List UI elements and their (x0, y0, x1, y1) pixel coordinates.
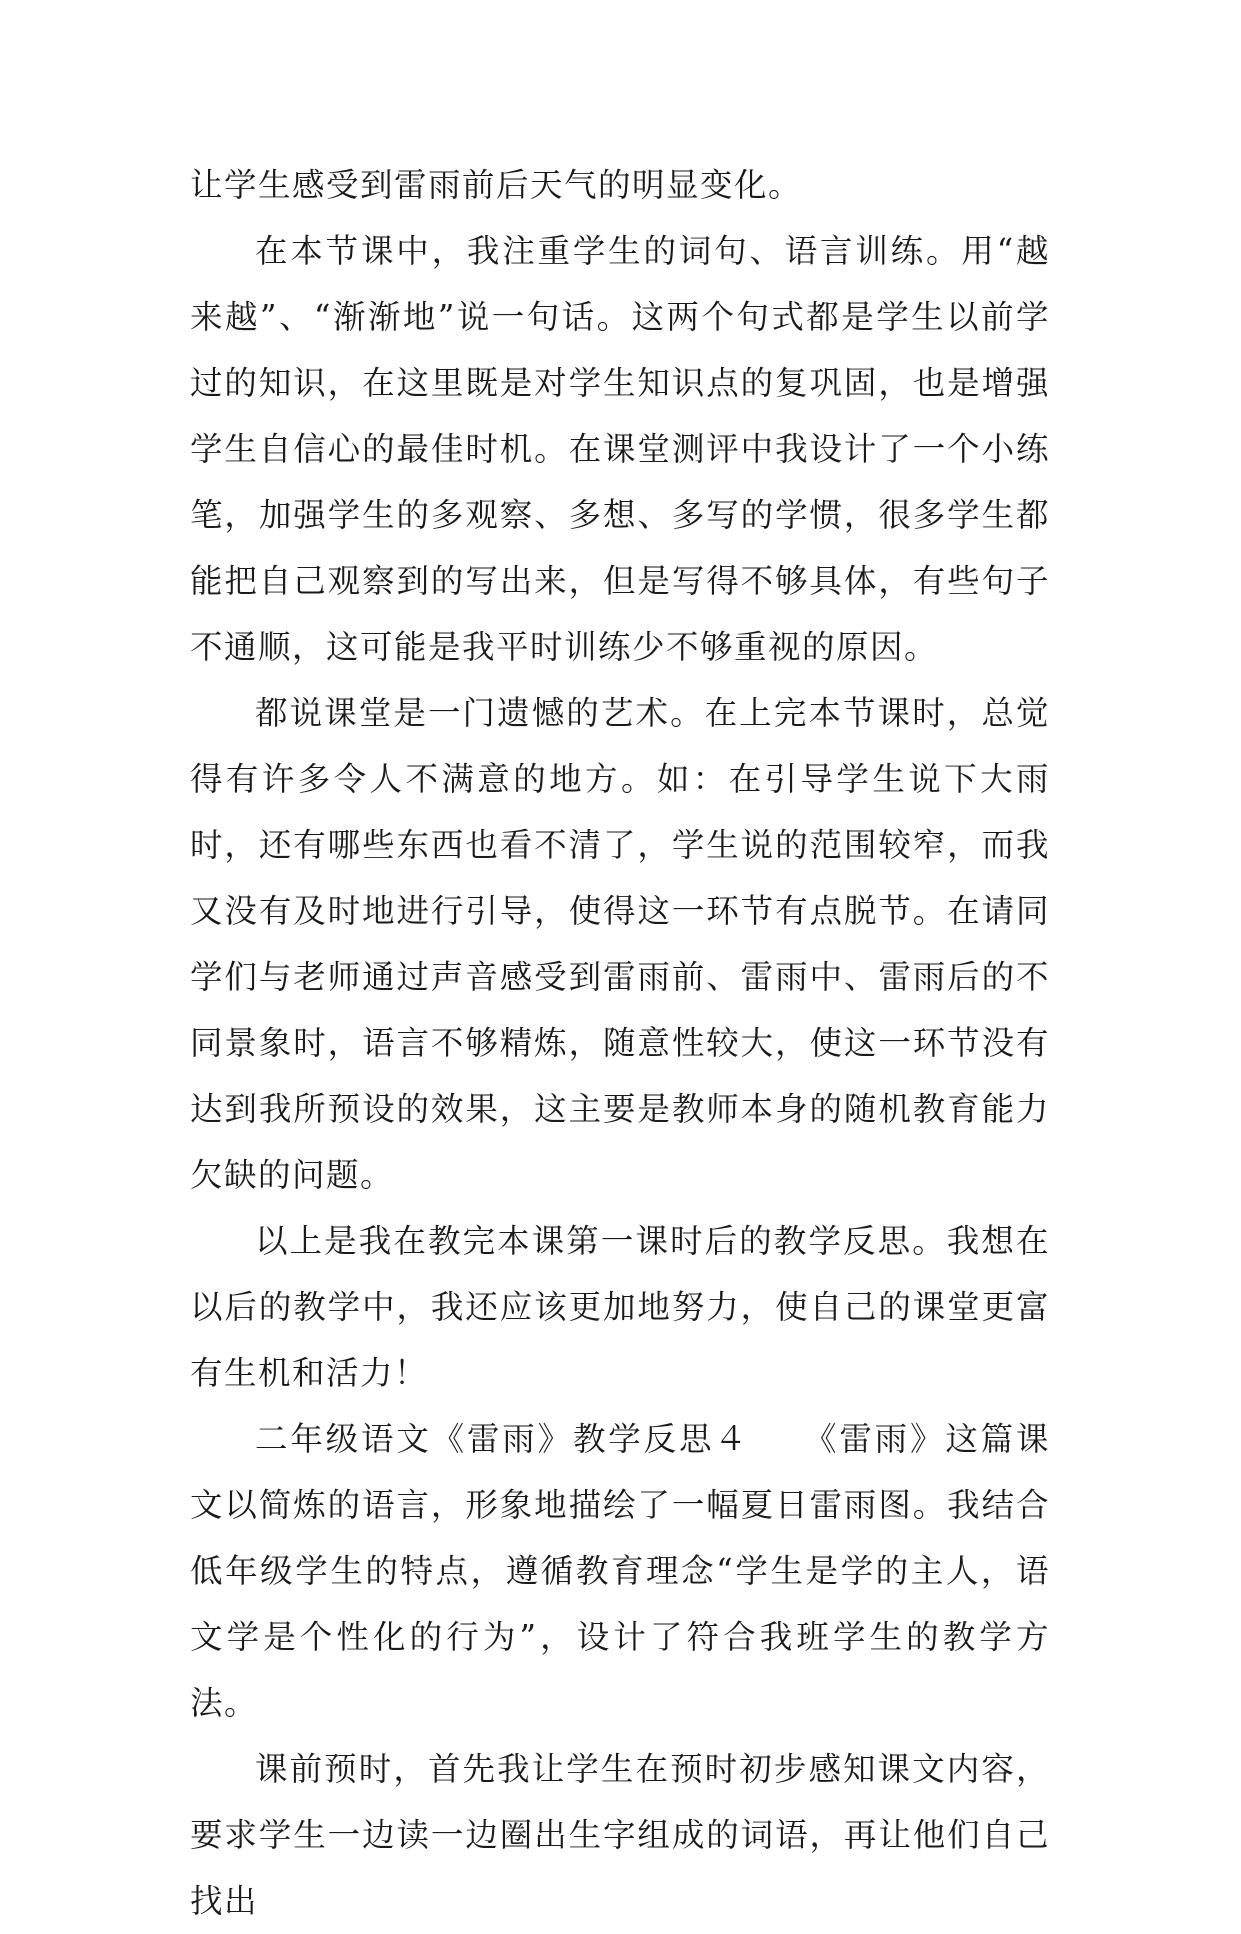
paragraph-continuation: 让学生感受到雷雨前后天气的明显变化。 (190, 166, 803, 204)
paragraph-conclusion: 以上是我在教完本课第一课时后的教学反思。我想在以后的教学中，我还应该更加地努力，使自己的课堂更富有生机和活力！ (190, 1222, 1050, 1392)
paragraph-language-training: 在本节课中，我注重学生的词句、语言训练。用“越来越”、“渐渐地”说一句话。这两个句式都是学生以前学过的知识，在这里既是对学生知识点的复巩固，也是增强学生自信心的最佳时机。在课堂测评中我设计了一个小练笔，加强学生的多观察、多想、多写的学惯，很多学生都能把自己观察到的写出来，但是写得不够具体，有些句子不通顺，这可能是我平时训练少不够重视的原因。 (190, 232, 1050, 666)
paragraph-classroom-regrets: 都说课堂是一门遗憾的艺术。在上完本节课时，总觉得有许多令人不满意的地方。如：在引导学生说下大雨时，还有哪些东西也看不清了，学生说的范围较窄，而我又没有及时地进行引导，使得这一环节有点脱节。在请同学们与老师通过声音感受到雷雨前、雷雨中、雷雨后的不同景象时，语言不够精炼，随意性较大，使这一环节没有达到我所预设的效果，这主要是教师本身的随机教育能力欠缺的问题。 (190, 694, 1050, 1194)
body-text (190, 152, 1050, 1934)
paragraph-reflection-4-intro: 二年级语文《雷雨》教学反思４ 《雷雨》这篇课文以简炼的语言，形象地描绘了一幅夏日雷雨图。我结合低年级学生的特点，遵循教育理念“学生是学的主人，语文学是个性化的行为”，设计了符合我班学生的教学方法。 (190, 1420, 1050, 1722)
paragraph-preview: 课前预时，首先我让学生在预时初步感知课文内容，要求学生一边读一边圈出生字组成的词语，再让他们自己找出 (190, 1750, 1050, 1920)
